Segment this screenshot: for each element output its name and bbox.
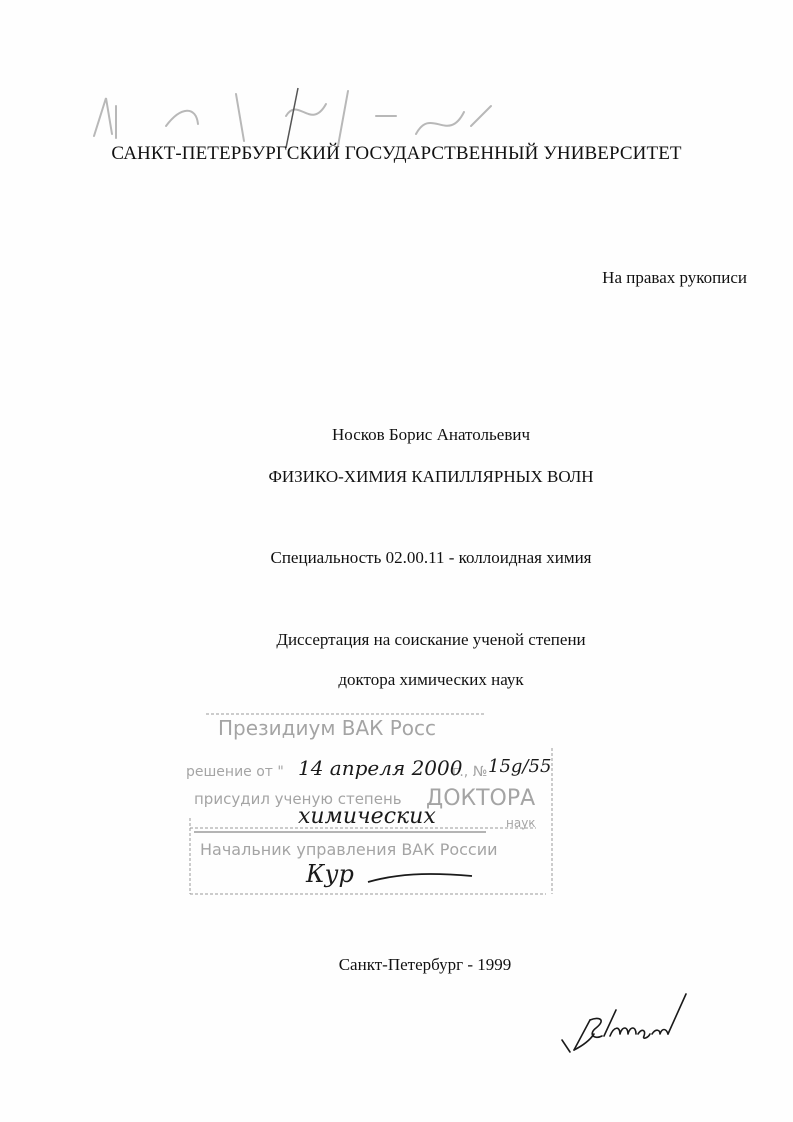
stamp-line-decision-prefix: решение от " bbox=[186, 764, 284, 780]
stamp-signature-stroke bbox=[366, 868, 476, 892]
university-name: САНКТ-ПЕТЕРБУРГСКИЙ ГОСУДАРСТВЕННЫЙ УНИВЕРСИТЕТ bbox=[111, 143, 682, 164]
specialty: Специальность 02.00.11 - коллоидная химия bbox=[270, 548, 592, 567]
dissertation-degree-line2: доктора химических наук bbox=[338, 670, 524, 689]
stamp-decision-date: 14 апреля 2000 bbox=[298, 756, 463, 780]
manuscript-note: На правах рукописи bbox=[602, 268, 747, 287]
author-name: Носков Борис Анатольевич bbox=[332, 425, 530, 444]
stamp-field-suffix: наук bbox=[506, 816, 536, 830]
vak-stamp bbox=[186, 708, 556, 898]
stamp-line-presidium: Президиум ВАК Росс bbox=[218, 716, 437, 740]
stamp-line-chief: Начальник управления ВАК России bbox=[200, 840, 498, 859]
author-signature bbox=[560, 990, 700, 1060]
stamp-field-handwritten: химических bbox=[298, 804, 436, 829]
stamp-chief-signature: Кур bbox=[306, 860, 354, 888]
stamp-line-decision-number-label: г., № bbox=[452, 764, 488, 780]
dissertation-degree-line1: Диссертация на соискание ученой степени bbox=[276, 630, 586, 649]
dissertation-title: ФИЗИКО-ХИМИЯ КАПИЛЛЯРНЫХ ВОЛН bbox=[268, 467, 594, 486]
stamp-line-awarded: присудил ученую степень bbox=[194, 790, 402, 808]
stamp-degree: ДОКТОРА bbox=[426, 786, 536, 811]
city-year: Санкт-Петербург - 1999 bbox=[338, 955, 512, 974]
stamp-decision-number: 15g/55 bbox=[488, 756, 552, 777]
